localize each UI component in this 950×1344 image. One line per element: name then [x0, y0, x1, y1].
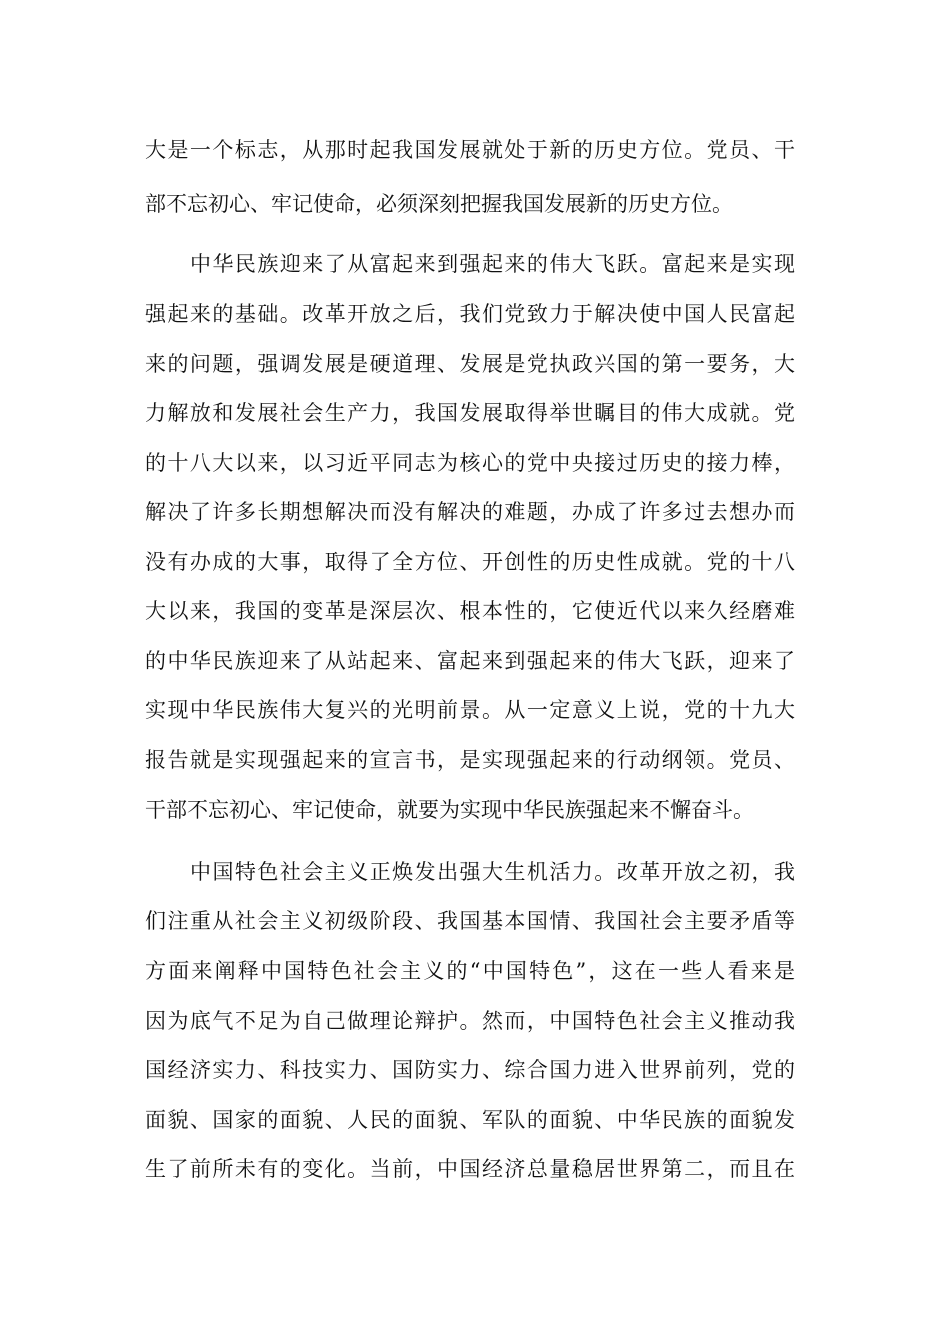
- paragraph-2-line-10: 实现中华民族伟大复兴的光明前景。从一定意义上说，党的十九大: [145, 698, 795, 722]
- paragraph-3-line-5: 国经济实力、科技实力、国防实力、综合国力进入世界前列，党的: [145, 1058, 795, 1082]
- paragraph-3-line-2: 们注重从社会主义初级阶段、我国基本国情、我国社会主要矛盾等: [145, 909, 795, 933]
- paragraph-1-line-1: 大是一个标志，从那时起我国发展就处于新的历史方位。党员、干: [145, 138, 795, 162]
- paragraph-2-line-5: 的十八大以来，以习近平同志为核心的党中央接过历史的接力棒，: [145, 451, 795, 475]
- paragraph-2-line-3: 来的问题，强调发展是硬道理、发展是党执政兴国的第一要务，大: [145, 352, 795, 376]
- paragraph-2-line-11: 报告就是实现强起来的宣言书，是实现强起来的行动纲领。党员、: [145, 748, 795, 772]
- paragraph-2-line-8: 大以来，我国的变革是深层次、根本性的，它使近代以来久经磨难: [145, 599, 795, 623]
- paragraph-3-line-7: 生了前所未有的变化。当前，中国经济总量稳居世界第二，而且在: [145, 1157, 795, 1181]
- paragraph-2-line-1: 中华民族迎来了从富起来到强起来的伟大飞跃。富起来是实现: [190, 252, 795, 276]
- paragraph-2-line-6: 解决了许多长期想解决而没有解决的难题，办成了许多过去想办而: [145, 500, 795, 524]
- paragraph-3-line-3: 方面来阐释中国特色社会主义的“中国特色”，这在一些人看来是: [145, 959, 795, 983]
- paragraph-3-line-4: 因为底气不足为自己做理论辩护。然而，中国特色社会主义推动我: [145, 1009, 795, 1033]
- paragraph-2-line-9: 的中华民族迎来了从站起来、富起来到强起来的伟大飞跃，迎来了: [145, 649, 795, 673]
- paragraph-2-line-4: 力解放和发展社会生产力，我国发展取得举世瞩目的伟大成就。党: [145, 401, 795, 425]
- paragraph-3-line-1: 中国特色社会主义正焕发出强大生机活力。改革开放之初，我: [190, 860, 795, 884]
- paragraph-2-line-7: 没有办成的大事，取得了全方位、开创性的历史性成就。党的十八: [145, 550, 795, 574]
- paragraph-2-line-12: 干部不忘初心、牢记使命，就要为实现中华民族强起来不懈奋斗。: [145, 798, 754, 822]
- paragraph-1-line-2: 部不忘初心、牢记使命，必须深刻把握我国发展新的历史方位。: [145, 192, 733, 216]
- paragraph-3-line-6: 面貌、国家的面貌、人民的面貌、军队的面貌、中华民族的面貌发: [145, 1108, 795, 1132]
- paragraph-2-line-2: 强起来的基础。改革开放之后，我们党致力于解决使中国人民富起: [145, 302, 795, 326]
